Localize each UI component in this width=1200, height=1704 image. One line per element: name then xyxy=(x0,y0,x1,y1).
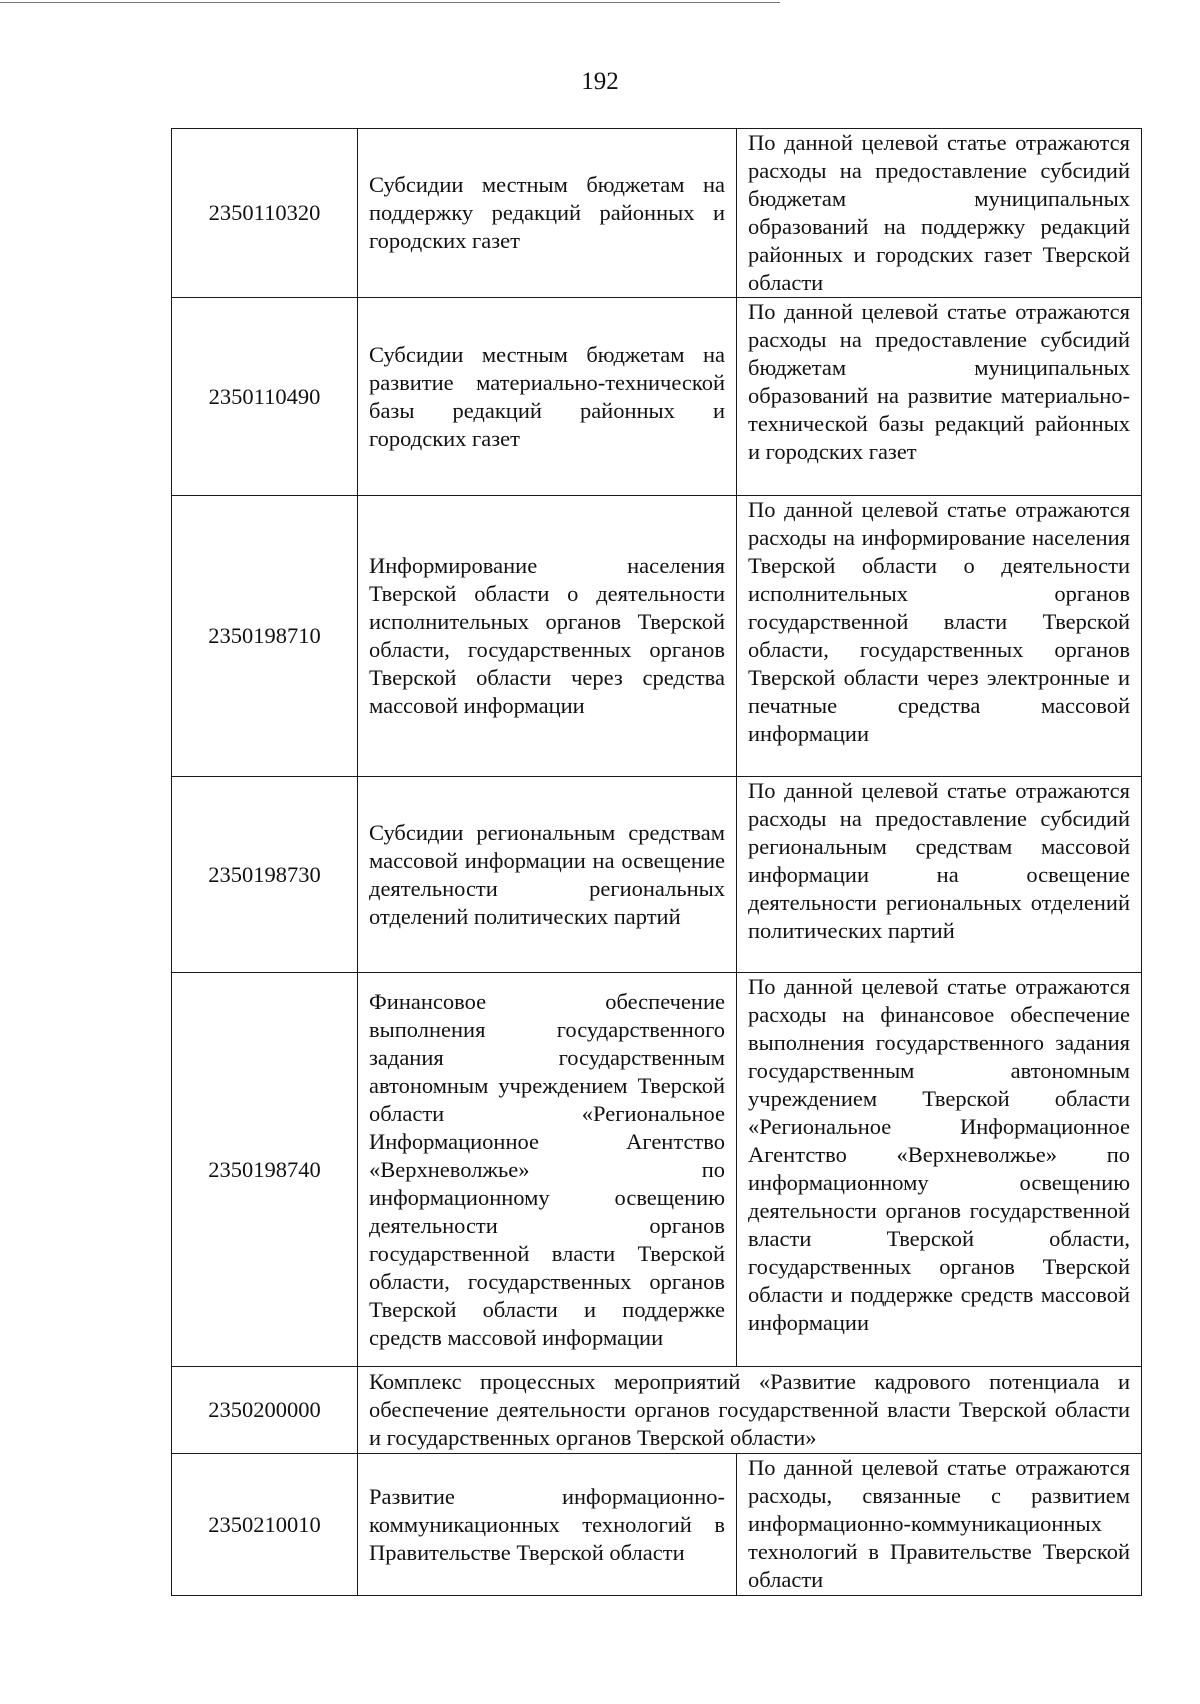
table-row xyxy=(172,973,1142,1367)
code-cell: 2350110320 xyxy=(172,129,358,298)
page-number: 192 xyxy=(581,68,619,95)
code-cell: 2350198740 xyxy=(172,973,358,1367)
spanning-name-cell: Комплекс процессных мероприятий «Развитие кадрового потенциала и обеспечение деятельности органов государственной власти Тверской области и государственных органов Тверской области» xyxy=(358,1367,1142,1454)
code-cell: 2350198730 xyxy=(172,777,358,973)
table-row xyxy=(172,777,1142,973)
description-cell: По данной целевой статье отражаются расходы на информирование населения Тверской области о деятельности исполнительных органов государственной власти Тверской области, государственных органов Тверской области через электронные и печатные средства массовой информации xyxy=(737,496,1142,777)
name-cell: Субсидии местным бюджетам на развитие материально-технической базы редакций районных и городских газет xyxy=(358,298,737,496)
name-cell: Информирование населения Тверской области о деятельности исполнительных органов Тверской области, государственных органов Тверской области через средства массовой информации xyxy=(358,496,737,777)
code-cell: 2350110490 xyxy=(172,298,358,496)
description-cell: По данной целевой статье отражаются расходы на предоставление субсидий региональным средствам массовой информации на освещение деятельности региональных отделений политических партий xyxy=(737,777,1142,973)
code-cell: 2350200000 xyxy=(172,1367,358,1454)
table-row xyxy=(172,298,1142,496)
scan-artifact-line xyxy=(0,2,780,3)
name-cell: Финансовое обеспечение выполнения государственного задания государственным автономным учреждением Тверской области «Региональное Информационное Агентство «Верхневолжье» по информационному освещению деятельности органов государственной власти Тверской области, государственных органов Тверской области и поддержке средств массовой информации xyxy=(358,973,737,1367)
table-row xyxy=(172,1454,1142,1596)
description-cell: По данной целевой статье отражаются расходы на предоставление субсидий бюджетам муниципальных образований на поддержку редакций районных и городских газет Тверской области xyxy=(737,129,1142,298)
name-cell: Субсидии региональным средствам массовой информации на освещение деятельности региональных отделений политических партий xyxy=(358,777,737,973)
code-cell: 2350198710 xyxy=(172,496,358,777)
budget-classification-table xyxy=(171,128,1142,1596)
table-row xyxy=(172,1367,1142,1454)
description-cell: По данной целевой статье отражаются расходы на предоставление субсидий бюджетам муниципальных образований на развитие материально-технической базы редакций районных и городских газет xyxy=(737,298,1142,496)
table-row xyxy=(172,129,1142,298)
name-cell: Субсидии местным бюджетам на поддержку редакций районных и городских газет xyxy=(358,129,737,298)
table-row xyxy=(172,496,1142,777)
name-cell: Развитие информационно-коммуникационных технологий в Правительстве Тверской области xyxy=(358,1454,737,1596)
description-cell: По данной целевой статье отражаются расходы на финансовое обеспечение выполнения государственного задания государственным автономным учреждением Тверской области «Региональное Информационное Агентство «Верхневолжье» по информационному освещению деятельности органов государственной власти Тверской области, государственных органов Тверской области и поддержке средств массовой информации xyxy=(737,973,1142,1367)
code-cell: 2350210010 xyxy=(172,1454,358,1596)
description-cell: По данной целевой статье отражаются расходы, связанные с развитием информационно-коммуникационных технологий в Правительстве Тверской области xyxy=(737,1454,1142,1596)
